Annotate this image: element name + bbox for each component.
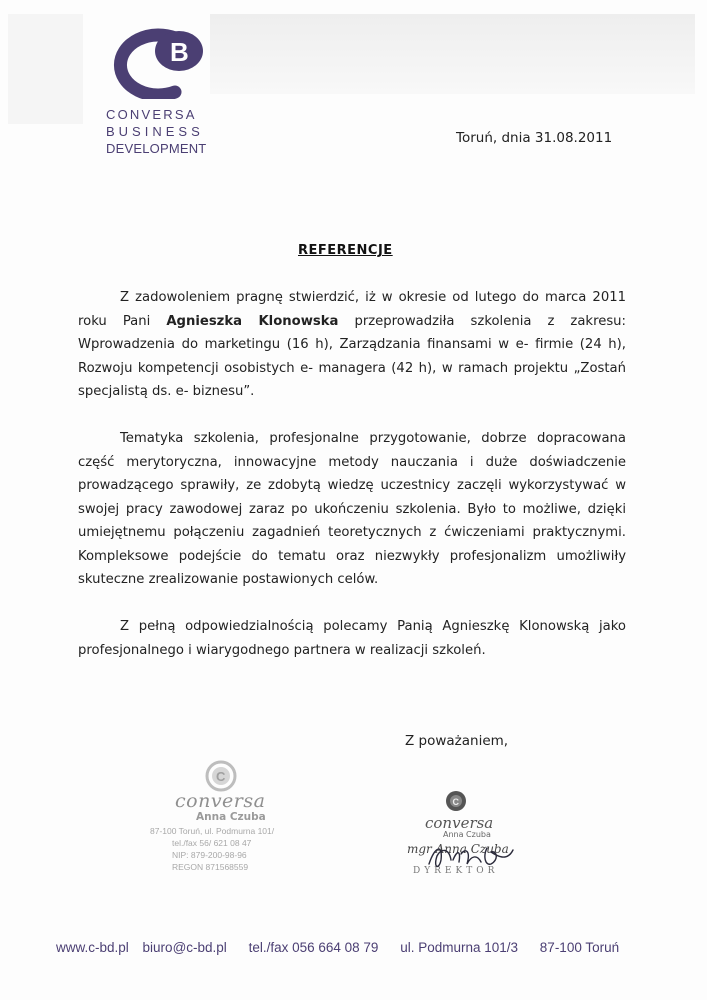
closing-phrase: Z poważaniem,: [405, 733, 509, 749]
document-title: REFERENCJE: [298, 243, 393, 258]
cbd-logo-icon: [105, 24, 210, 99]
director-stamp-title: mgr Anna Czuba: [407, 842, 509, 856]
paragraph-3-text: Z pełną odpowiedzialnością polecamy Panią Agnieszkę Klonowską jako profesjonalnego i wiarygodnego partnera w realizacji szkoleń.: [78, 619, 626, 658]
svg-text:B: B: [170, 37, 189, 67]
company-logo: [100, 24, 220, 164]
scan-shade-left: [8, 14, 83, 124]
footer-phone: tel./fax 056 664 08 79: [248, 940, 379, 955]
director-stamp: [405, 790, 535, 880]
scan-shade-top: [210, 14, 695, 94]
stamp-logo-icon: [205, 760, 237, 792]
paragraph-3: [78, 615, 626, 662]
paragraph-1-intro: Z zadowoleniem pragnę stwierdzić, iż w okresie od lutego do marca 2011 roku Pani: [78, 290, 626, 329]
stamp-phone: tel./fax 56/ 621 08 47: [172, 838, 252, 848]
company-stamp: [150, 760, 300, 870]
stamp-regon: REGON 871568559: [172, 862, 249, 872]
footer-email[interactable]: biuro@c-bd.pl: [142, 940, 227, 955]
place-and-date: Toruń, dnia 31.08.2011: [456, 130, 613, 146]
paragraph-1: [78, 286, 626, 404]
stamp-person-name: Anna Czuba: [196, 811, 266, 823]
footer-contact: [56, 940, 656, 955]
stamp-nip: NIP: 879-200-98-96: [172, 850, 247, 860]
svg-text:C: C: [216, 769, 226, 784]
stamp-address: 87-100 Toruń, ul. Podmurna 101/: [150, 826, 275, 836]
footer-address: ul. Podmurna 101/3: [400, 940, 519, 955]
trainer-name: Agnieszka Klonowska: [166, 313, 339, 329]
footer-website[interactable]: www.c-bd.pl: [56, 940, 129, 955]
stamp-company-name: conversa: [175, 790, 266, 812]
paragraph-1-rest: przeprowadziła szkolenia z zakresu: Wprowadzenia do marketingu (16 h), Zarządzania finansami w e- firmie (24 h), Rozwoju kompetencji osobistych e- managera (42 h), w ramach projektu „Zostań specjalistą ds. e- biznesu”.: [78, 313, 626, 399]
paragraph-2: [78, 427, 626, 592]
svg-text:C: C: [452, 797, 459, 807]
director-stamp-logo-icon: [445, 790, 467, 812]
director-stamp-company: conversa: [425, 814, 494, 832]
director-stamp-role: DYREKTOR: [413, 866, 499, 876]
director-stamp-person: Anna Czuba: [443, 830, 491, 839]
logo-text-line2: BUSINESS: [106, 124, 204, 139]
footer-city: 87-100 Toruń: [539, 940, 620, 955]
logo-text-line3: DEVELOPMENT: [106, 141, 207, 156]
logo-text-line1: CONVERSA: [106, 107, 197, 122]
paragraph-2-text: Tematyka szkolenia, profesjonalne przygotowanie, dobrze dopracowana część merytoryczna, innowacyjne metody nauczania i duże doświadczenie prowadzącego sprawiły, ze zdobytą wiedzę uczestnicy zaczęli wykorzystywać w swojej pracy zawodowej zaraz po ukończeniu szkolenia. Było to możliwe, dzięki umiejętnemu połączeniu zagadnień teoretycznych z ćwiczeniami praktycznymi. Kompleksowe podejście do tematu oraz niezwykły profesjonalizm umożliwiły skuteczne zrealizowanie postawionych celów.: [78, 431, 626, 587]
handwritten-signature: [425, 838, 525, 874]
